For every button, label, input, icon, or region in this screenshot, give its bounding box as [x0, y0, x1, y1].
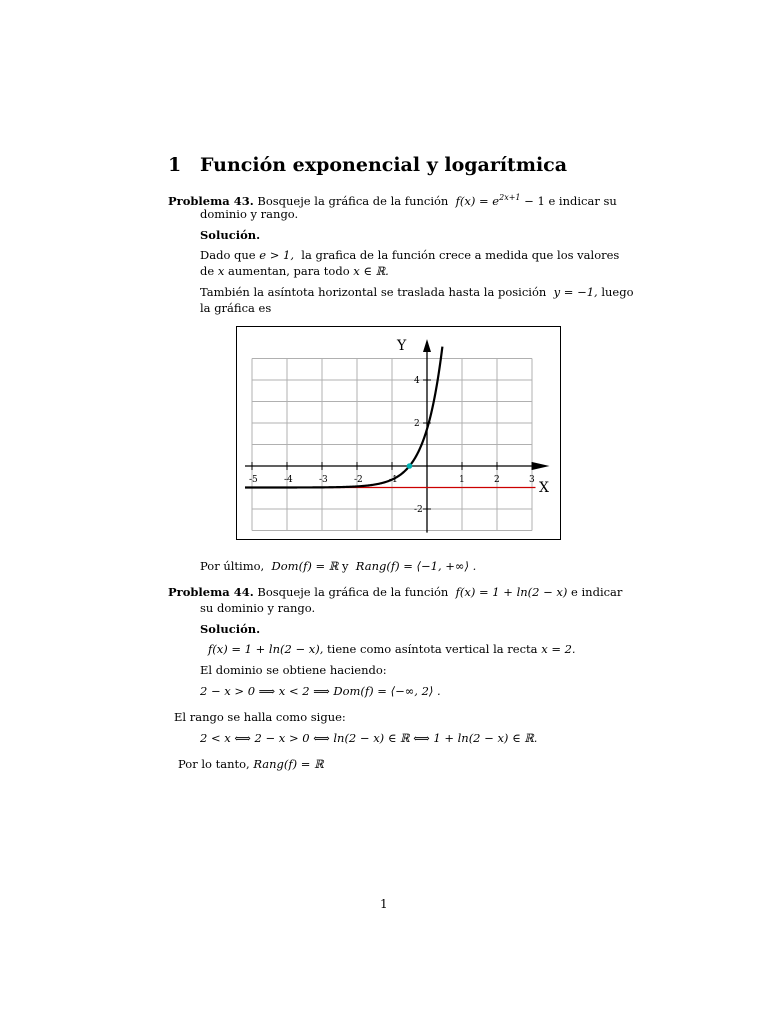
problem-44-label: Problema 44. — [168, 585, 254, 599]
problem-44-sol-line1 — [208, 641, 576, 657]
x-tick-label: 3 — [529, 475, 535, 485]
y-tick-label: 2 — [414, 419, 420, 429]
sol-math: x = 2. — [541, 642, 576, 656]
graph-frame — [236, 326, 561, 540]
sol-math: y = −1, — [553, 285, 598, 299]
sol-text: aumentan, para todo — [227, 264, 350, 278]
problem-44-func: f(x) = 1 + ln(2 − x) — [455, 585, 568, 599]
sol-math: Rang(f) = ⟨−1, +∞⟩ . — [355, 559, 477, 573]
problem-43-solucion: Solución. — [200, 228, 261, 242]
section-number: 1 — [168, 154, 182, 176]
page-number: 1 — [380, 897, 388, 911]
problem-43-sol-line4: la gráfica es — [200, 301, 272, 315]
x-tick-label: -4 — [284, 475, 293, 485]
sol-math: x ∈ ℝ. — [353, 264, 389, 278]
x-axis-arrow — [532, 462, 550, 470]
problem-43-sol-line3 — [200, 284, 634, 300]
problem-43-line2: dominio y rango. — [200, 207, 299, 221]
sol-text: Por lo tanto, — [178, 757, 250, 771]
x-tick-label: -2 — [354, 475, 363, 485]
problem-43-func-rhs: − 1 — [520, 194, 545, 208]
y-tick-label: 4 — [414, 376, 420, 386]
sol-text: También la asíntota horizontal se traslada hasta la posición — [200, 285, 547, 299]
graph-grid — [252, 359, 532, 531]
x-tick-label: 2 — [494, 475, 500, 485]
y-axis-arrow — [423, 339, 431, 352]
problem-43-label: Problema 43. — [168, 194, 254, 208]
x-tick-label: -3 — [319, 475, 328, 485]
problem-43-sol-line1 — [200, 247, 619, 263]
problem-44-line2: su dominio y rango. — [200, 601, 316, 615]
problem-44-sol-line5: 2 < x ⟺ 2 − x > 0 ⟺ ln(2 − x) ∈ ℝ ⟺ 1 + ln(2 − x) ∈ ℝ. — [200, 731, 538, 745]
x-tick-label: -5 — [249, 475, 258, 485]
sol-text: Por último, — [200, 559, 265, 573]
sol-math: f(x) = 1 + ln(2 − x), — [208, 642, 324, 656]
sol-text: luego — [601, 285, 634, 299]
problem-43-after: e indicar su — [548, 194, 617, 208]
sol-text: y — [341, 559, 349, 573]
sol-text: tiene como asíntota vertical la recta — [327, 642, 538, 656]
problem-44-intro: Bosqueje la gráfica de la función — [257, 585, 449, 599]
sol-math: x — [217, 264, 225, 278]
problem-44-solucion: Solución. — [200, 622, 261, 636]
sol-math: Dom(f) = ℝ — [271, 559, 339, 573]
sol-math: Rang(f) = ℝ — [253, 757, 324, 771]
problem-44-statement — [168, 584, 622, 600]
x-intercept-point — [407, 463, 413, 469]
x-tick-label: -1 — [389, 475, 398, 485]
sol-text: de — [200, 264, 215, 278]
y-axis-label: Y — [397, 337, 407, 354]
problem-44-sol-line2: El dominio se obtiene haciendo: — [200, 663, 387, 677]
problem-44-after: e indicar — [571, 585, 623, 599]
x-axis-label: X — [539, 480, 549, 496]
problem-43-func-exp: 2x+1 — [499, 193, 521, 202]
problem-43-conclusion — [200, 558, 476, 574]
sol-text: la grafica de la función crece a medida que los valores — [301, 248, 620, 262]
problem-43-func-lhs: f(x) = e — [455, 194, 500, 208]
graph-axes — [245, 339, 550, 533]
problem-44-sol-line3: 2 − x > 0 ⟹ x < 2 ⟹ Dom(f) = ⟨−∞, 2⟩ . — [200, 684, 441, 698]
x-tick-label: 1 — [459, 475, 465, 485]
problem-43-sol-line2 — [200, 263, 389, 279]
sol-math: e > 1, — [259, 248, 294, 262]
exponential-graph — [237, 327, 560, 539]
problem-43-intro: Bosqueje la gráfica de la función — [257, 194, 449, 208]
problem-44-sol-line6 — [178, 756, 324, 772]
problem-44-sol-line4: El rango se halla como sigue: — [174, 710, 346, 724]
section-title: Función exponencial y logarítmica — [200, 154, 568, 176]
y-tick-label: -2 — [414, 505, 423, 515]
sol-text: Dado que — [200, 248, 256, 262]
